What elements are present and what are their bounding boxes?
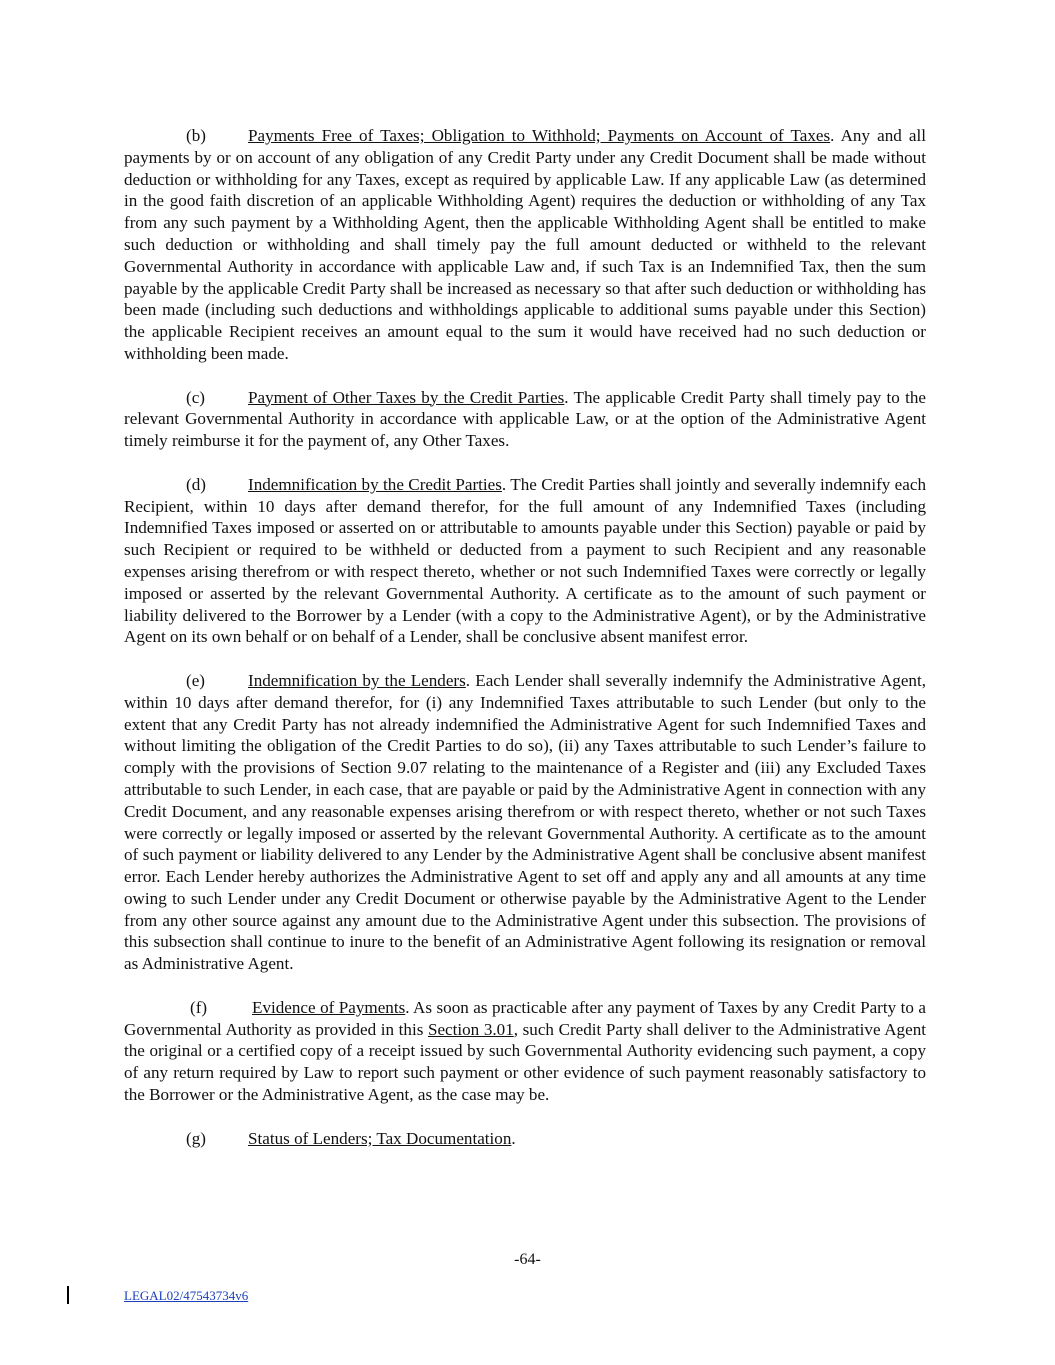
document-id-link[interactable]: LEGAL02/47543734v6 (124, 1288, 249, 1303)
document-page (124, 125, 926, 1171)
revision-change-bar (67, 1286, 69, 1304)
paragraph-body: . (511, 1128, 516, 1148)
paragraph-body: . As soon as practicable after any payment of Taxes by any Credit Party to a Governmental Authority as provided in this (124, 997, 926, 1039)
paragraph-heading: Payments Free of Taxes; Obligation to Withhold; Payments on Account of Taxes (248, 126, 831, 145)
paragraph-body: . Each Lender shall severally indemnify the Administrative Agent, within 10 days after demand therefor, for (i) any Indemnified Taxes attributable to such Lender (but only to the extent that any Credit Party has not already indemnified the Administrative Agent for such Indemnified Taxes and without limiting the obligation of the Credit Parties to do so), (ii) any Taxes attributable to such Lender’s failure to comply with the provisions of Section 9.07 relating to the maintenance of a Register and (iii) any Excluded Taxes attributable to such Lender, in each case, that are payable or paid by the Administrative Agent in connection with any Credit Document, and any reasonable expenses arising therefrom or with respect thereto, whether or not such Taxes were correctly or legally imposed or asserted by the relevant Governmental Authority. A certificate as to the amount of such payment or liability delivered to any Lender by the Administrative Agent shall be conclusive absent manifest error. Each Lender hereby authorizes the Administrative Agent to set off and apply any and all amounts at any time owing to such Lender under any Credit Document or otherwise payable by the Administrative Agent to the Lender from any other source against any amount due to the Administrative Agent under this subsection. The provisions of this subsection shall continue to inure to the benefit of an Administrative Agent following its resignation or removal as Administrative Agent. (124, 670, 926, 974)
paragraph-marker: (e) (186, 670, 205, 690)
paragraph-marker: (f) (190, 997, 208, 1017)
page-number: -64- (514, 1251, 541, 1268)
paragraph-f (124, 997, 926, 1106)
paragraph-heading: Indemnification by the Credit Parties (248, 474, 502, 494)
paragraph-heading: Indemnification by the Lenders (248, 670, 466, 690)
paragraph-marker: (d) (186, 474, 206, 494)
paragraph-b (124, 125, 926, 365)
paragraph-marker: (c) (186, 387, 205, 407)
paragraph-heading: Status of Lenders; Tax Documentation (248, 1128, 512, 1148)
paragraph-c (124, 387, 926, 452)
paragraph-g (124, 1128, 926, 1150)
section-reference-link[interactable]: Section 3.01 (427, 1019, 514, 1039)
paragraph-body-continued: , such Credit Party shall deliver to the Administrative Agent the original or a certified copy of a receipt issued by such Governmental Authority evidencing such payment, a copy of any return required by Law to report such payment or other evidence of such payment reasonably satisfactory to the Borrower or the Administrative Agent, as the case may be. (124, 1019, 926, 1105)
paragraph-d (124, 474, 926, 648)
paragraph-body: . Any and all payments by or on account of any obligation of any Credit Party under any Credit Document shall be made without deduction or withholding for any Taxes, except as required by applicable Law. If any applicable Law (as determined in the good faith discretion of an applicable Withholding Agent) requires the deduction or withholding of any Tax from any such payment by a Withholding Agent, then the applicable Withholding Agent shall be entitled to make such deduction or withholding and shall timely pay the full amount deducted or withheld to the relevant Governmental Authority in accordance with applicable Law and, if such Tax is an Indemnified Tax, then the sum payable by the applicable Credit Party shall be increased as necessary so that after such deduction or withholding has been made (including such deductions and withholdings applicable to additional sums payable under this Section) the applicable Recipient receives an amount equal to the sum it would have received had no such deduction or withholding been made. (124, 126, 926, 363)
paragraph-body: . The Credit Parties shall jointly and severally indemnify each Recipient, within 10 days after demand therefor, for the full amount of any Indemnified Taxes (including Indemnified Taxes imposed or asserted on or attributable to amounts payable under this Section) payable or paid by such Recipient or required to be withheld or deducted from a payment to such Recipient and any reasonable expenses arising therefrom or with respect thereto, whether or not such Indemnified Taxes were correctly or legally imposed or asserted by the relevant Governmental Authority. A certificate as to the amount of such payment or liability delivered to the Borrower by a Lender (with a copy to the Administrative Agent), or by the Administrative Agent on its own behalf or on behalf of a Lender, shall be conclusive absent manifest error. (124, 474, 926, 647)
paragraph-e (124, 670, 926, 975)
paragraph-heading: Evidence of Payments (252, 997, 406, 1017)
paragraph-marker: (b) (186, 126, 206, 145)
paragraph-heading: Payment of Other Taxes by the Credit Parties (248, 387, 565, 407)
paragraph-marker: (g) (186, 1128, 206, 1148)
paragraph-body: . The applicable Credit Party shall timely pay to the relevant Governmental Authority in accordance with applicable Law, or at the option of the Administrative Agent timely reimburse it for the payment of, any Other Taxes. (124, 387, 926, 451)
